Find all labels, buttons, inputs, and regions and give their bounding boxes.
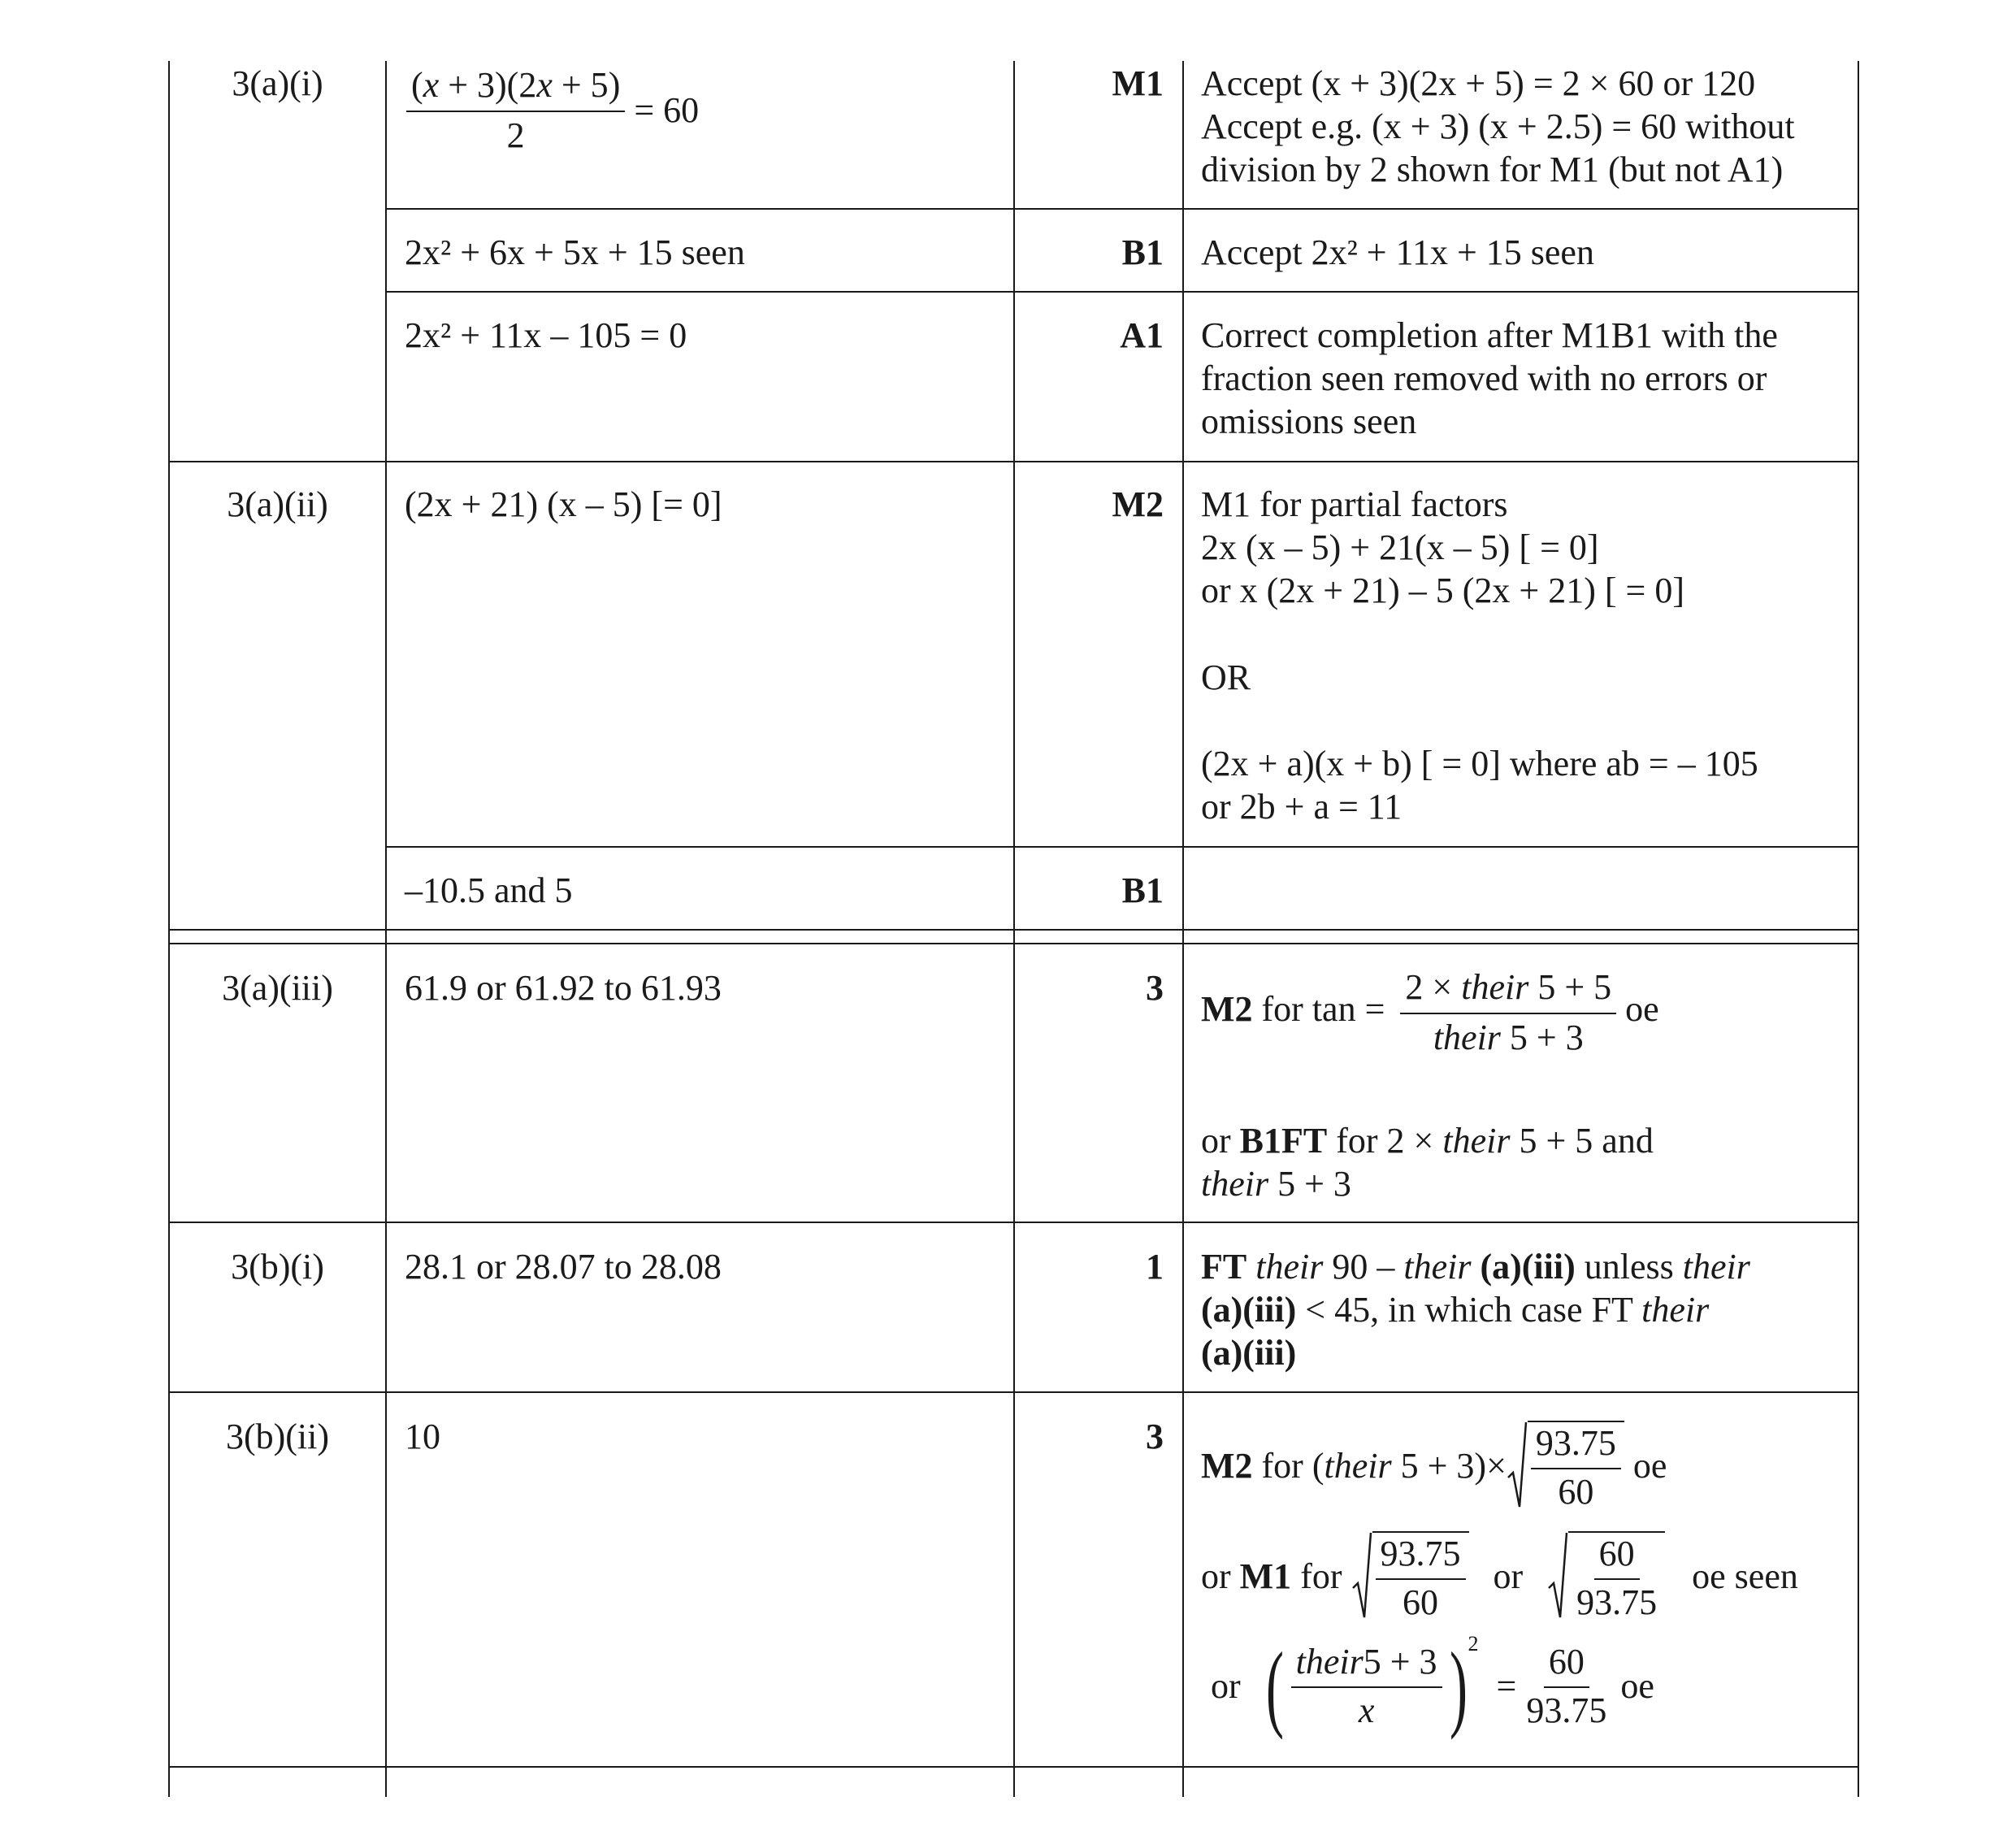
guidance-line: OR xyxy=(1201,657,1251,697)
fraction-denominator: 2 xyxy=(506,115,525,155)
answer-text: –10.5 and 5 xyxy=(405,870,573,910)
guidance-line: omissions seen xyxy=(1201,401,1417,441)
guidance-line: or 2b + a = 11 xyxy=(1201,787,1403,827)
mark-count: 3 xyxy=(1146,968,1164,1008)
answer-text: 2x² + 11x – 105 = 0 xyxy=(405,315,687,355)
equation-rhs: = 60 xyxy=(634,90,700,130)
fraction-denominator: their 5 + 3 xyxy=(1433,1018,1584,1057)
mark-code: B1 xyxy=(1121,232,1164,272)
h-line-double-bottom xyxy=(168,943,1859,944)
h-line xyxy=(385,846,1859,848)
mark-code: M2 xyxy=(1112,484,1164,524)
guidance-line: Accept (x + 3)(2x + 5) = 2 × 60 or 120 xyxy=(1201,63,1756,103)
guidance-line: fraction seen removed with no errors or xyxy=(1201,358,1767,398)
mark-code: B1 xyxy=(1121,870,1164,910)
guidance-line: Accept 2x² + 11x + 15 seen xyxy=(1201,232,1594,272)
guidance-line: Accept e.g. (x + 3) (x + 2.5) = 60 without xyxy=(1201,106,1795,146)
guidance-line: M1 for partial factors xyxy=(1201,484,1508,524)
question-number: 3(a)(ii) xyxy=(227,484,328,524)
answer-fraction-equation xyxy=(406,65,699,156)
guidance-line: (a)(iii) xyxy=(1201,1333,1297,1373)
guidance-line: division by 2 shown for M1 (but not A1) xyxy=(1201,150,1784,189)
h-line xyxy=(168,1391,1859,1393)
guidance-m1-expression: or M1 for $\frac{93.75}{60}$ or $\frac{60}{93.75}$ oe seen xyxy=(1201,1531,1798,1622)
h-line-double-top xyxy=(168,929,1859,931)
fraction-numerator: (x + 3)(2x + 5) xyxy=(406,65,625,112)
h-line xyxy=(385,208,1859,210)
h-line xyxy=(168,1766,1859,1768)
answer-text: 61.9 or 61.92 to 61.93 xyxy=(405,968,722,1008)
fraction-numerator: 2 × their 5 + 5 xyxy=(1400,967,1616,1014)
square-root: $\frac{93.75}{60}$ xyxy=(1351,1531,1469,1622)
guidance-line: or B1FT for 2 × their 5 + 5 and xyxy=(1201,1121,1654,1161)
guidance-m2-expression: M2 for (their 5 + 3)× $\frac{93.75}{60}$ oe xyxy=(1201,1421,1667,1512)
question-number: 3(b)(i) xyxy=(231,1247,324,1287)
guidance-tan-formula: M2 for tan = $\frac{\text{2 × their 5 + 5}}{\text{their 5 + 3}}$ oe xyxy=(1201,967,1659,1057)
answer-text: 2x² + 6x + 5x + 15 seen xyxy=(405,232,745,272)
h-line xyxy=(385,291,1859,293)
guidance-line: (2x + a)(x + b) [ = 0] where ab = – 105 xyxy=(1201,744,1758,783)
mark-code: M1 xyxy=(1112,63,1164,103)
guidance-line: their 5 + 3 xyxy=(1201,1164,1351,1204)
answer-text: 28.1 or 28.07 to 28.08 xyxy=(405,1247,722,1287)
h-line xyxy=(168,1222,1859,1223)
mark-code: A1 xyxy=(1120,315,1164,355)
question-number: 3(a)(iii) xyxy=(222,968,333,1008)
guidance-squared-expression: or ( $\frac{\text{their5 + 3}}{x}$ ) 2 = $\frac{60}{93.75}$ oe xyxy=(1211,1632,1654,1740)
square-root: $\frac{93.75}{60}$ xyxy=(1507,1421,1624,1512)
mark-count: 3 xyxy=(1146,1417,1164,1456)
guidance-line: FT their 90 – their (a)(iii) unless their xyxy=(1201,1247,1750,1287)
question-number: 3(b)(ii) xyxy=(225,1417,330,1456)
h-line xyxy=(168,461,1859,462)
answer-text: (2x + 21) (x – 5) [= 0] xyxy=(405,484,722,524)
mark-count: 1 xyxy=(1146,1247,1164,1287)
question-number: 3(a)(i) xyxy=(232,63,323,103)
guidance-line: 2x (x – 5) + 21(x – 5) [ = 0] xyxy=(1201,527,1599,567)
guidance-line: Correct completion after M1B1 with the xyxy=(1201,315,1778,355)
square-root: $\frac{60}{93.75}$ xyxy=(1547,1531,1665,1622)
guidance-line: (a)(iii) < 45, in which case FT their xyxy=(1201,1290,1710,1330)
answer-text: 10 xyxy=(405,1417,440,1456)
guidance-line: or x (2x + 21) – 5 (2x + 21) [ = 0] xyxy=(1201,571,1685,610)
